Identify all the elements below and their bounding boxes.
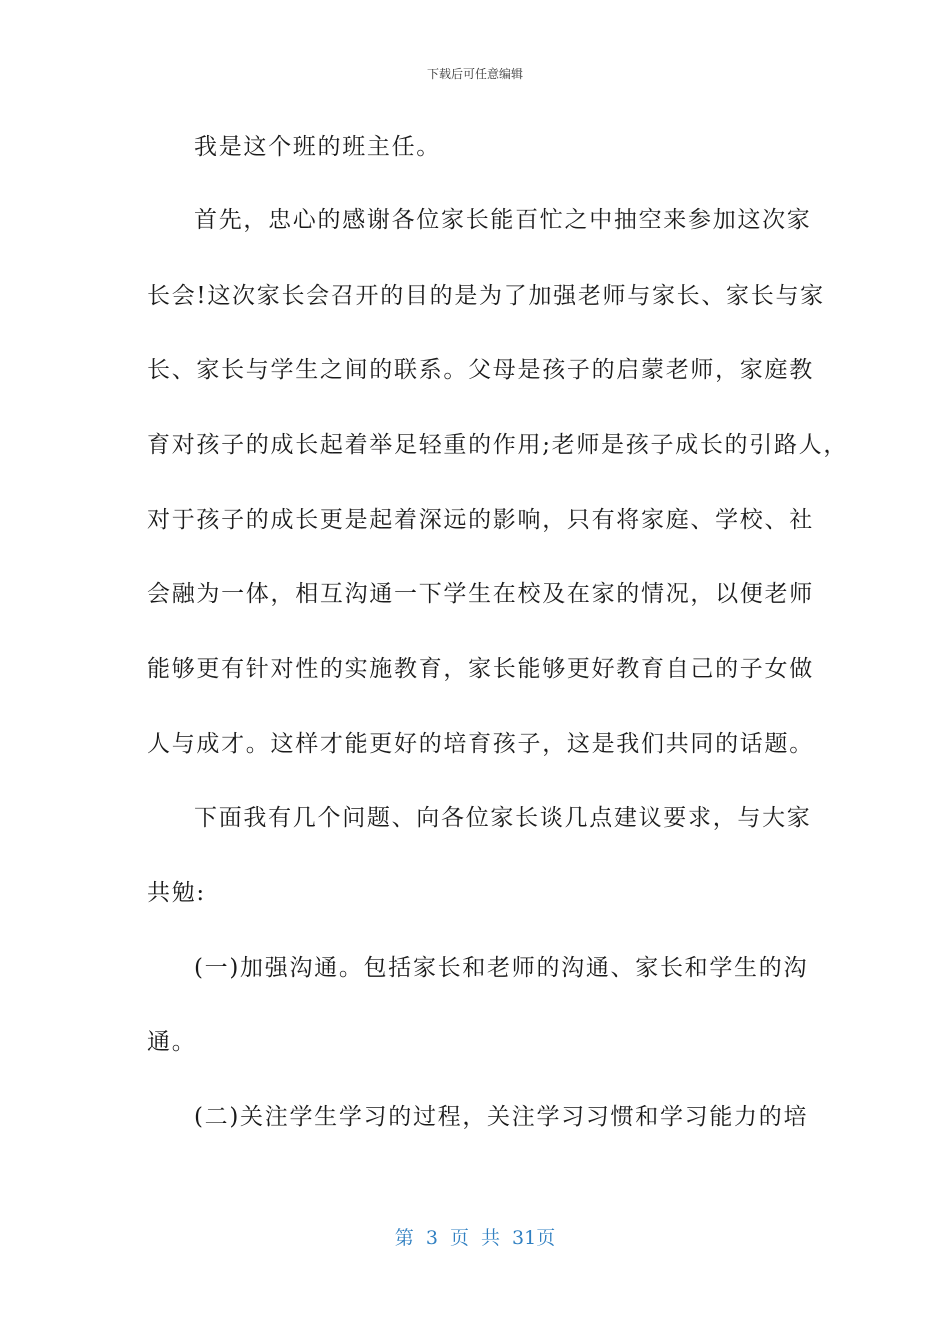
paragraph-line: 对于孩子的成长更是起着深远的影响，只有将家庭、学校、社 — [147, 507, 814, 533]
paragraph-line: 人与成才。这样才能更好的培育孩子，这是我们共同的话题。 — [147, 731, 814, 757]
paragraph-line: 长、家长与学生之间的联系。父母是孩子的启蒙老师，家庭教 — [147, 357, 814, 383]
paragraph-line: 首先，忠心的感谢各位家长能百忙之中抽空来参加这次家 — [194, 207, 812, 233]
paragraph-line: (一)加强沟通。包括家长和老师的沟通、家长和学生的沟 — [194, 955, 809, 981]
paragraph-line: (二)关注学生学习的过程，关注学习习惯和学习能力的培 — [194, 1104, 809, 1130]
paragraph-line: 通。 — [147, 1029, 197, 1055]
page-header: 下载后可任意编辑 — [426, 67, 523, 81]
paragraph-line: 下面我有几个问题、向各位家长谈几点建议要求，与大家 — [194, 805, 812, 831]
paragraph-line: 长会!这次家长会召开的目的是为了加强老师与家长、家长与家 — [147, 283, 825, 309]
paragraph-line: 会融为一体，相互沟通一下学生在校及在家的情况，以便老师 — [147, 581, 814, 607]
paragraph-line: 育对孩子的成长起着举足轻重的作用;老师是孩子成长的引路人， — [147, 432, 849, 458]
paragraph-line: 能够更有针对性的实施教育，家长能够更好教育自己的子女做 — [147, 656, 814, 682]
paragraph-line: 我是这个班的班主任。 — [194, 134, 441, 160]
page-number-footer: 第 3 页 共 31页 — [394, 1227, 556, 1249]
paragraph-line: 共勉: — [147, 880, 206, 906]
